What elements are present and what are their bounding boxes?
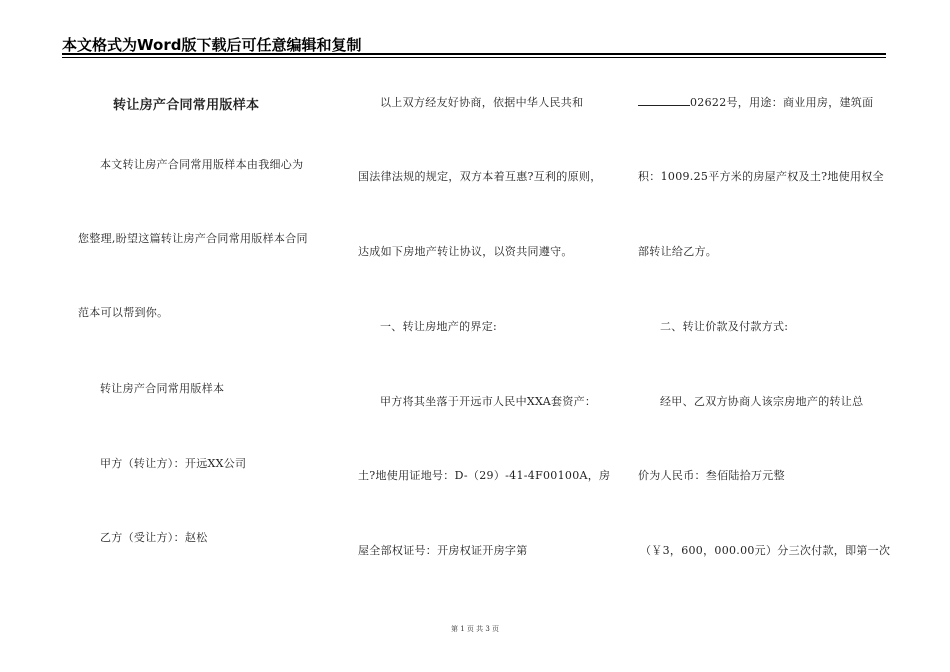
text-line: 屋全部权证号：开房权证开房字第 bbox=[358, 544, 528, 557]
text-line: 甲方（转让方）：开远XX公司 bbox=[100, 457, 247, 470]
section-heading: 一、转让房地产的界定: bbox=[380, 320, 498, 333]
text-line: 转让房产合同常用版样本 bbox=[100, 382, 225, 395]
text-line: 乙方（受让方）：赵松 bbox=[100, 531, 208, 544]
text-line: 积：1009.25平方米的房屋产权及土?地使用权全 bbox=[638, 170, 884, 183]
text-line: 范本可以帮到你。 bbox=[78, 306, 169, 319]
text-line: 本文转让房产合同常用版样本由我细心为 bbox=[100, 158, 304, 171]
text-line: 甲方将其坐落于开远市人民中XXA套资产： bbox=[380, 395, 597, 408]
text-line: 土?地使用证地号：D-（29）-41-4F00100A，房 bbox=[358, 469, 611, 482]
text-line: （￥3，600，000.00元）分三次付款，即第一次 bbox=[640, 544, 891, 557]
header-rule-thick bbox=[62, 53, 886, 55]
text-segment: 02622号，用途：商业用房，建筑面 bbox=[690, 96, 874, 109]
page-number: 第 1 页 共 3 页 bbox=[450, 625, 500, 633]
text-line: 您整理,盼望这篇转让房产合同常用版样本合同 bbox=[78, 232, 308, 245]
document-title: 转让房产合同常用版样本 bbox=[113, 98, 260, 113]
text-line: 经甲、乙双方协商人该宗房地产的转让总 bbox=[660, 395, 864, 408]
section-heading: 二、转让价款及付款方式: bbox=[660, 320, 789, 333]
text-line bbox=[638, 94, 873, 110]
document-banner: 本文格式为Word版下载后可任意编辑和复制 bbox=[62, 36, 362, 54]
text-line: 以上双方经友好协商，依据中华人民共和 bbox=[380, 96, 584, 109]
text-line: 价为人民币：叁佰陆拾万元整 bbox=[638, 469, 785, 482]
text-line: 达成如下房地产转让协议，以资共同遵守。 bbox=[358, 245, 573, 258]
text-line: 国法律法规的规定，双方本着互惠?互利的原则， bbox=[358, 170, 602, 183]
fill-in-blank bbox=[638, 95, 690, 106]
text-line: 部转让给乙方。 bbox=[638, 245, 718, 258]
header-rule-thin bbox=[62, 57, 886, 58]
